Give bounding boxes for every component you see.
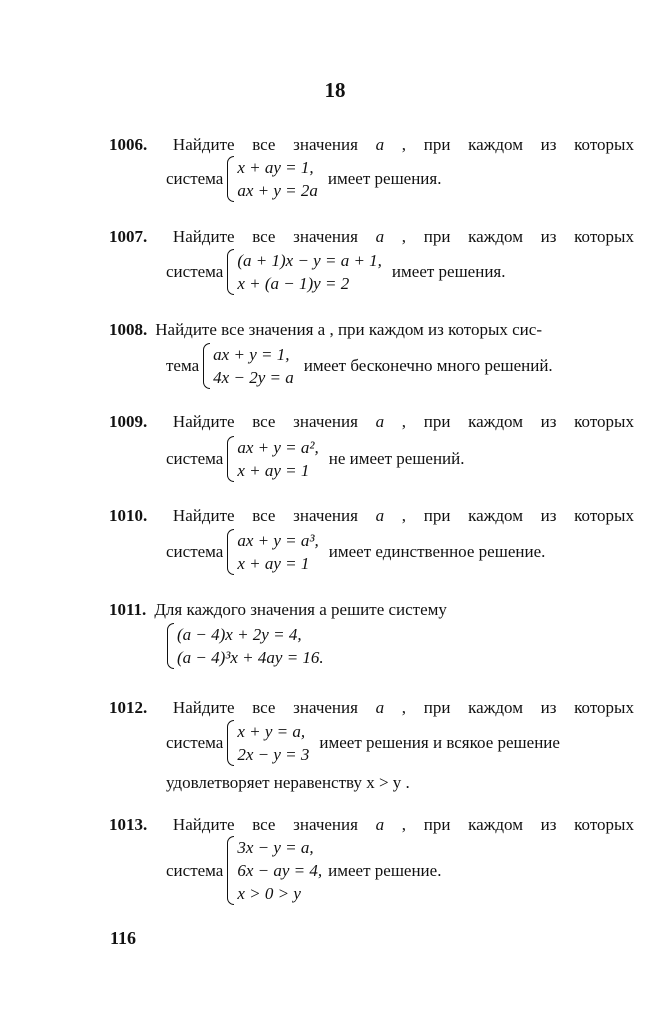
word: при — [423, 506, 451, 525]
equation: (a − 4)x + 2y = 4, — [177, 625, 302, 644]
system-tail: имеет решения. — [391, 262, 506, 281]
word: при — [423, 135, 451, 154]
problem-1012-intro — [109, 698, 634, 718]
variable-a: a — [375, 412, 385, 431]
word: при — [423, 227, 451, 246]
system-tail: имеет единственное решение. — [328, 542, 546, 561]
problem-number: 1013. — [109, 815, 148, 834]
equation: 3x − y = a, — [237, 838, 314, 857]
word: которых — [574, 506, 634, 525]
system-tail: имеет бесконечно много решений. — [303, 356, 553, 375]
equations — [237, 156, 318, 202]
problem-1007-system — [166, 249, 506, 295]
left-brace — [227, 529, 234, 575]
word: Найдите — [172, 698, 235, 717]
comma: , — [401, 412, 407, 431]
equations — [237, 436, 318, 482]
equation: 6x − ay = 4, — [237, 861, 323, 880]
word: из — [540, 506, 557, 525]
system-tail: не имеет решений. — [328, 449, 465, 468]
variable-a: a — [375, 135, 385, 154]
problem-1013-system — [166, 836, 441, 905]
system-prefix: система — [166, 860, 224, 880]
equation: x + (a − 1)y = 2 — [237, 274, 350, 293]
equation: x + y = a, — [237, 722, 306, 741]
word: значения — [293, 815, 358, 834]
word: все — [252, 815, 276, 834]
comma: , — [401, 227, 407, 246]
variable-a: a — [375, 815, 385, 834]
system-prefix: система — [166, 449, 224, 468]
word: которых — [574, 815, 634, 834]
word: значения — [293, 698, 358, 717]
left-brace — [167, 623, 174, 669]
system-tail: имеет решение. — [328, 860, 442, 880]
word: при — [423, 815, 451, 834]
comma: , — [401, 698, 407, 717]
word: из — [540, 698, 557, 717]
word: значения — [293, 412, 358, 431]
word: каждом — [468, 227, 523, 246]
equation: ax + y = a², — [237, 438, 319, 457]
variable-a: a — [375, 227, 385, 246]
word: значения — [293, 506, 358, 525]
problem-1013-intro — [109, 815, 634, 835]
equation: x + ay = 1 — [237, 554, 310, 573]
system-prefix: система — [166, 169, 224, 188]
word: которых — [574, 227, 634, 246]
equation: ax + y = 2a — [237, 181, 318, 200]
equations — [177, 623, 324, 669]
word: значения — [293, 135, 358, 154]
word: все — [252, 412, 276, 431]
problem-1008-intro — [109, 320, 634, 340]
problem-1010-system — [166, 529, 545, 575]
left-brace — [227, 249, 234, 295]
left-brace — [227, 156, 234, 202]
word: Найдите — [172, 135, 235, 154]
problem-1012-extra — [166, 773, 410, 793]
word: все — [252, 506, 276, 525]
word: которых — [574, 412, 634, 431]
word: значения — [293, 227, 358, 246]
condition-line: удовлетворяет неравенству x > y . — [166, 773, 410, 792]
problem-1010-intro — [109, 506, 634, 526]
equation: (a + 1)x − y = a + 1, — [237, 251, 382, 270]
equation: ax + y = 1, — [213, 345, 290, 364]
word: которых — [574, 698, 634, 717]
word: все — [252, 227, 276, 246]
system-prefix: система — [166, 733, 224, 752]
equation: (a − 4)³x + 4ay = 16. — [177, 648, 324, 667]
problem-number: 1010. — [109, 506, 148, 525]
equation: 2x − y = 3 — [237, 745, 310, 764]
intro-text: Для каждого значения a решите систему — [154, 600, 447, 619]
problem-1009-system — [166, 436, 465, 482]
equations — [237, 720, 309, 766]
left-brace — [203, 343, 210, 389]
left-brace — [227, 720, 234, 766]
equation: x + ay = 1, — [237, 158, 314, 177]
equations — [237, 249, 382, 295]
left-brace — [227, 836, 234, 905]
word: Найдите — [172, 227, 235, 246]
problem-1009-intro — [109, 412, 634, 432]
word: Найдите — [172, 412, 235, 431]
word: все — [252, 698, 276, 717]
left-brace — [227, 436, 234, 482]
word: из — [540, 135, 557, 154]
word: которых — [574, 135, 634, 154]
variable-a: a — [375, 698, 385, 717]
problem-1006-intro — [109, 135, 634, 155]
word: при — [423, 698, 451, 717]
problem-1011-intro — [109, 600, 634, 620]
problem-1012-system — [166, 720, 560, 766]
problem-number: 1007. — [109, 227, 148, 246]
equation: 4x − 2y = a — [213, 368, 294, 387]
word: Найдите — [172, 506, 235, 525]
equation: x + ay = 1 — [237, 461, 310, 480]
problem-1006-system — [166, 156, 441, 202]
system-prefix: система — [166, 542, 224, 561]
comma: , — [401, 135, 407, 154]
page-number-bottom: 116 — [110, 928, 137, 948]
word: Найдите — [172, 815, 235, 834]
system-tail: имеет решения и всякое решение — [319, 733, 560, 752]
word: все — [252, 135, 276, 154]
equations — [237, 529, 318, 575]
comma: , — [401, 506, 407, 525]
problem-number: 1012. — [109, 698, 148, 717]
system-tail: имеет решения. — [327, 169, 442, 188]
problem-1007-intro — [109, 227, 634, 247]
system-prefix: тема — [166, 356, 200, 375]
equation: ax + y = a³, — [237, 531, 319, 550]
equations — [237, 836, 322, 905]
problem-number: 1008. — [109, 320, 148, 339]
intro-text: Найдите все значения a , при каждом из которых сис- — [155, 320, 542, 339]
word: из — [540, 227, 557, 246]
system-prefix: система — [166, 262, 224, 281]
word: из — [540, 815, 557, 834]
problem-1008-system — [166, 343, 553, 389]
problem-number: 1006. — [109, 135, 148, 154]
word: каждом — [468, 135, 523, 154]
word: из — [540, 412, 557, 431]
word: каждом — [468, 698, 523, 717]
variable-a: a — [375, 506, 385, 525]
equation: x > 0 > y — [237, 884, 301, 903]
word: при — [423, 412, 451, 431]
problem-number: 1011. — [109, 600, 147, 619]
problem-number: 1009. — [109, 412, 148, 431]
word: каждом — [468, 506, 523, 525]
equations — [213, 343, 294, 389]
word: каждом — [468, 815, 523, 834]
word: каждом — [468, 412, 523, 431]
comma: , — [401, 815, 407, 834]
problem-1011-system — [163, 623, 324, 669]
page-number-top: 18 — [324, 78, 346, 102]
